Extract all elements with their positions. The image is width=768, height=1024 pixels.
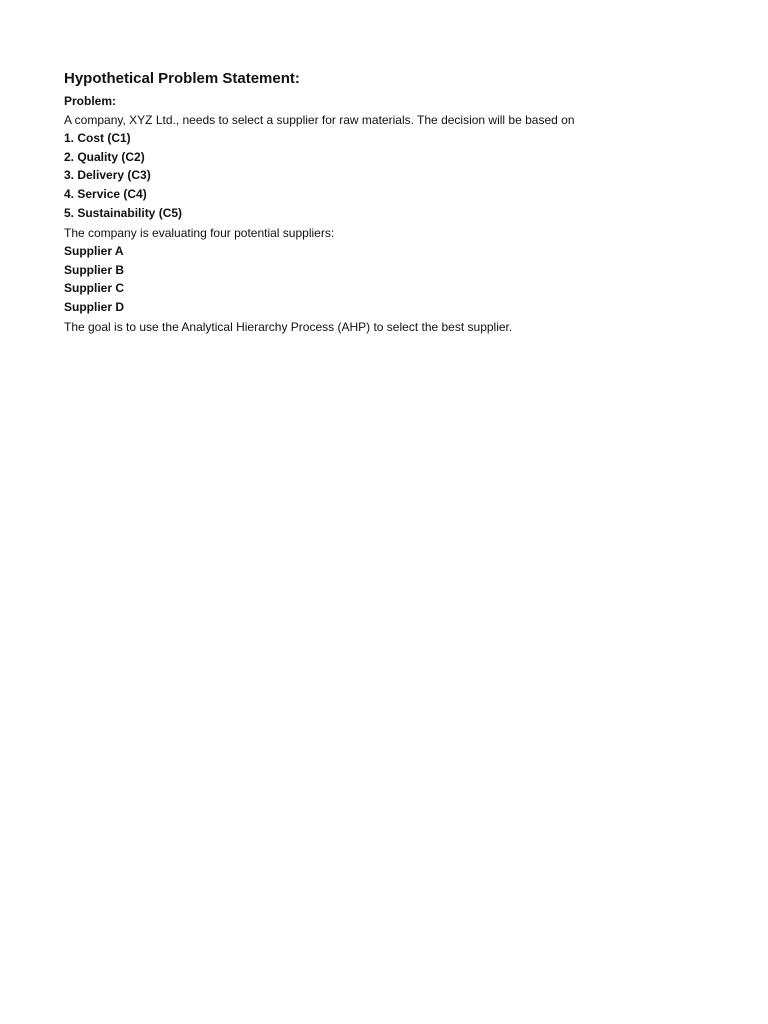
problem-label: Problem:	[64, 94, 117, 108]
problem-intro: A company, XYZ Ltd., needs to select a supplier for raw materials. The decision will be based on	[64, 112, 575, 127]
criterion-quality: 2. Quality (C2)	[64, 149, 145, 164]
supplier-c: Supplier C	[64, 281, 125, 296]
criterion-cost: 1. Cost (C1)	[64, 131, 131, 146]
supplier-a: Supplier A	[64, 244, 124, 259]
goal-statement: The goal is to use the Analytical Hierarchy Process (AHP) to select the best supplier.	[64, 320, 513, 335]
criterion-service: 4. Service (C4)	[64, 186, 147, 201]
evaluating-statement: The company is evaluating four potential suppliers:	[64, 225, 335, 240]
supplier-list	[64, 242, 724, 316]
criterion-delivery: 3. Delivery (C3)	[64, 168, 151, 183]
document-body	[64, 68, 724, 337]
criteria-list	[64, 129, 724, 222]
document-heading: Hypothetical Problem Statement:	[64, 70, 300, 87]
supplier-b: Supplier B	[64, 262, 125, 277]
criterion-sustainability: 5. Sustainability (C5)	[64, 205, 183, 220]
supplier-d: Supplier D	[64, 300, 125, 315]
